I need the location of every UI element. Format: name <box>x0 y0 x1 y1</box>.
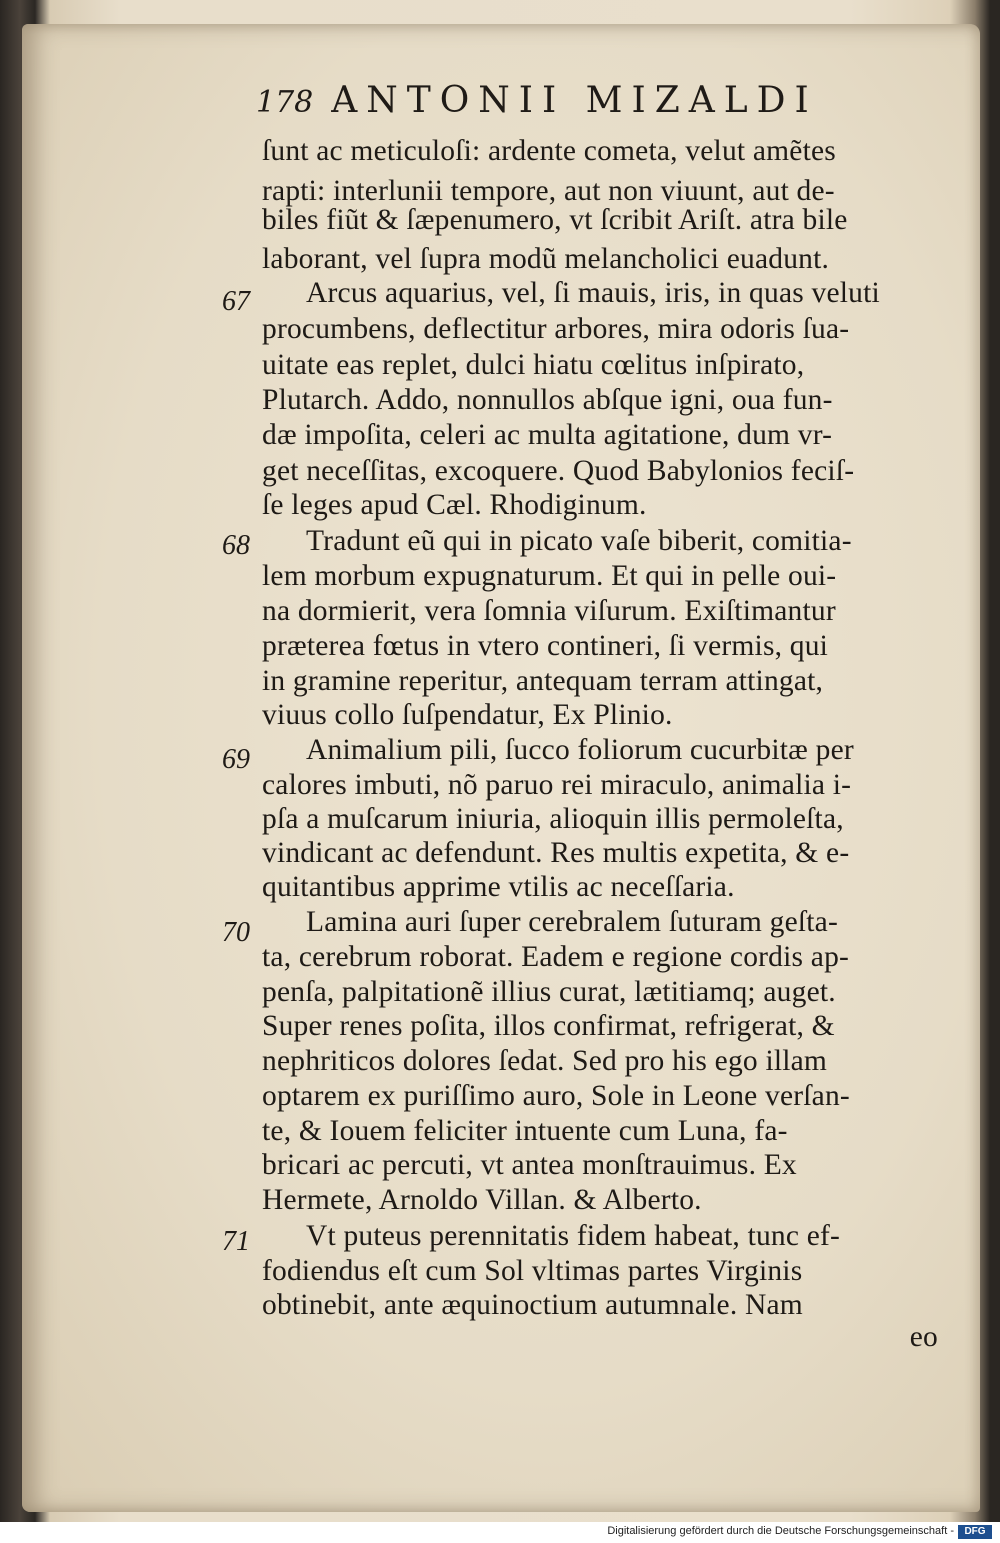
text-line: optarem ex puriſſimo auro, Sole in Leone verſan- <box>262 1080 850 1112</box>
margin-number: 67 <box>222 286 250 317</box>
text-line: Tradunt eũ qui in picato vaſe biberit, comitia- <box>306 525 852 557</box>
text-line: biles fiũt & ſæpenumero, vt ſcribit Ariſt. atra bile <box>262 204 848 236</box>
text-line: Animalium pili, ſucco foliorum cucurbitæ per <box>306 734 854 766</box>
text-line: Vt puteus perennitatis fidem habeat, tunc ef- <box>306 1220 841 1252</box>
text-line: rapti: interlunii tempore, aut non viuunt, aut de- <box>262 175 835 207</box>
text-line: viuus collo ſuſpendatur, Ex Plinio. <box>262 699 673 731</box>
text-line: quitantibus apprime vtilis ac neceſſaria. <box>262 871 735 903</box>
text-line: Lamina auri ſuper cerebralem ſuturam geſta- <box>306 906 838 938</box>
text-line: get neceſſitas, excoquere. Quod Babylonios feciſ- <box>262 455 855 487</box>
text-line: penſa, palpitationẽ illius curat, lætitiamq; auget. <box>262 976 836 1008</box>
text-line: te, & Iouem feliciter intuente cum Luna, fa- <box>262 1115 788 1147</box>
text-line: Super renes poſita, illos confirmat, refrigerat, & <box>262 1010 835 1042</box>
text-line: Arcus aquarius, vel, ſi mauis, iris, in quas veluti <box>306 277 880 309</box>
text-line: ſe leges apud Cæl. Rhodiginum. <box>262 489 647 521</box>
text-line: laborant, vel ſupra modũ melancholici euadunt. <box>262 243 830 275</box>
digitization-footer <box>0 1522 1000 1543</box>
text-line: uitate eas replet, dulci hiatu cœlitus inſpirato, <box>262 349 805 381</box>
text-line: dæ impoſita, celeri ac multa agitatione, dum vr- <box>262 419 833 451</box>
page-number: 178 <box>256 85 314 120</box>
text-line: fodiendus eſt cum Sol vltimas partes Virginis <box>262 1255 803 1287</box>
dfg-logo-icon: DFG <box>958 1525 992 1539</box>
text-line: pſa a muſcarum iniuria, alioquin illis permoleſta, <box>262 803 844 835</box>
text-line: Plutarch. Addo, nonnullos abſque igni, oua fun- <box>262 384 833 416</box>
text-line: ſunt ac meticuloſi: ardente cometa, velut amẽtes <box>262 135 836 167</box>
text-line: calores imbuti, nõ paruo rei miraculo, animalia i- <box>262 769 852 801</box>
text-line: bricari ac percuti, vt antea monſtrauimus. Ex <box>262 1149 797 1181</box>
margin-number: 69 <box>222 744 250 775</box>
text-line: na dormierit, vera ſomnia viſurum. Exiſtimantur <box>262 595 836 627</box>
text-line: obtinebit, ante æquinoctium autumnale. Nam <box>262 1289 803 1321</box>
margin-number: 70 <box>222 917 250 948</box>
text-line: ta, cerebrum roborat. Eadem e regione cordis ap- <box>262 941 850 973</box>
text-line: procumbens, deflectitur arbores, mira odoris ſua- <box>262 313 850 345</box>
text-line: Hermete, Arnoldo Villan. & Alberto. <box>262 1184 702 1216</box>
margin-number: 68 <box>222 530 250 561</box>
text-line: nephriticos dolores ſedat. Sed pro his ego illam <box>262 1045 828 1077</box>
text-line: in gramine reperitur, antequam terram attingat, <box>262 665 824 697</box>
text-line: vindicant ac defendunt. Res multis expetita, & e- <box>262 837 850 869</box>
text-line: præterea fœtus in vtero contineri, ſi vermis, qui <box>262 630 829 662</box>
funding-credit: Digitalisierung gefördert durch die Deutsche Forschungsgemeinschaft - <box>607 1525 954 1537</box>
running-title: ANTONII MIZALDI <box>331 80 818 121</box>
text-line: lem morbum expugnaturum. Et qui in pelle oui- <box>262 560 837 592</box>
catchword: eo <box>909 1321 938 1353</box>
margin-number: 71 <box>222 1226 250 1257</box>
